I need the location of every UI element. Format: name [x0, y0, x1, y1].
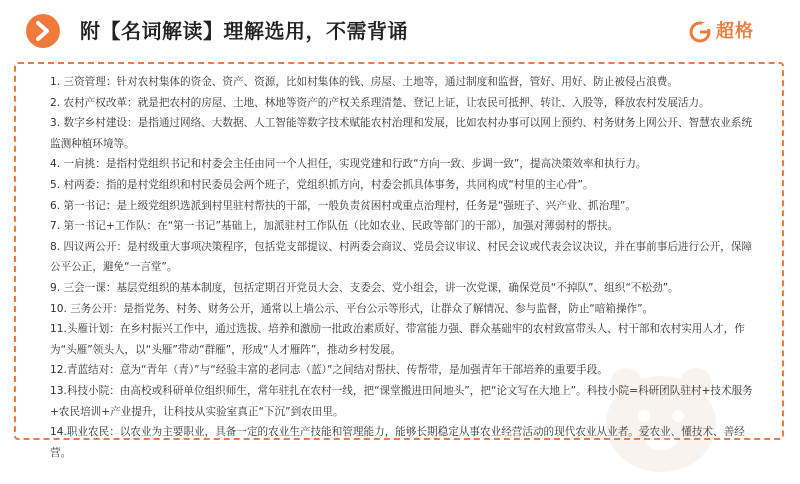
brand — [688, 18, 754, 46]
list-item: 4. 一肩挑：是指村党组织书记和村委会主任由同一个人担任，实现党建和行政“方向一致、步调一致”，提高决策效率和执行力。 — [50, 158, 647, 171]
list-item: 13.科技小院：由高校或科研单位组织师生，常年驻扎在农村一线，把“课堂搬进田间地头”，把“论文写在大地上”。科技小院=科研团队驻村+技术服务+农民培训+产业提升，让科技从实验室真正“下沉”到农田里。 — [50, 384, 753, 418]
chevron-right-icon — [26, 14, 60, 48]
list-item: 10. 三务公开：是指党务、村务、财务公开，通常以上墙公示、平台公示等形式，让群众了解情况、参与监督，防止“暗箱操作”。 — [50, 302, 654, 315]
content-panel — [14, 62, 784, 459]
list-item: 2. 农村产权改革：就是把农村的房屋、土地、林地等资产的产权关系理清楚、登记上证，让农民可抵押、转让、入股等，释放农村发展活力。 — [50, 96, 710, 109]
brand-logo-icon — [688, 20, 712, 44]
list-item: 7. 第一书记+工作队：在“第一书记”基础上，加派驻村工作队伍（比如农业、民政等部门的干部），加强对薄弱村的帮扶。 — [50, 220, 619, 233]
term-list — [50, 72, 762, 463]
list-item: 1. 三资管理：针对农村集体的资金、资产、资源，比如村集体的钱、房屋、土地等，通过制度和监督，管好、用好、防止被侵占浪费。 — [50, 76, 678, 88]
brand-name: 超格 — [716, 21, 754, 42]
list-item: 12.青蓝结对：意为“青年（青）”与“经验丰富的老同志（蓝）”之间结对帮扶、传帮带，是加强青年干部培养的重要手段。 — [50, 364, 608, 377]
page-title: 附【名词解读】理解选用，不需背诵 — [80, 19, 408, 43]
list-item: 8. 四议两公开：是村级重大事项决策程序，包括党支部提议、村两委会商议、党员会议审议、村民会议或代表会议决议，并在事前事后进行公开，保障公平公正，避免“一言堂”。 — [50, 240, 753, 274]
list-item: 9. 三会一课：基层党组织的基本制度，包括定期召开党员大会、支委会、党小组会，讲一次党课，确保党员“不掉队”、组织“不松劲”。 — [50, 281, 679, 294]
list-item: 5. 村两委：指的是村党组织和村民委员会两个班子，党组织抓方向，村委会抓具体事务，共同构成“村里的主心骨”。 — [50, 178, 594, 191]
header — [0, 0, 800, 64]
list-item: 14.职业农民：以农业为主要职业，具备一定的农业生产技能和管理能力，能够长期稳定从事农业经营活动的现代农业从业者。爱农业、懂技术、善经营。 — [50, 426, 745, 459]
list-item: 3. 数字乡村建设：是指通过网络、大数据、人工智能等数字技术赋能农村治理和发展，比如农村办事可以网上预约、村务财务上网公开、智慧农业系统监测种植环境等。 — [50, 117, 753, 150]
list-item: 6. 第一书记：是上级党组织选派到村里驻村帮扶的干部，一般负责贫困村或重点治理村，任务是“强班子、兴产业、抓治理”。 — [50, 199, 636, 212]
list-item: 11.头雁计划：在乡村振兴工作中，通过选拔、培养和激励一批政治素质好、带富能力强、群众基础牢的农村致富带头人、村干部和农村实用人才，作为“头雁”领头人，以“头雁”带动“群雁”，形成“人才雁阵”，推动乡村发展。 — [50, 323, 745, 356]
